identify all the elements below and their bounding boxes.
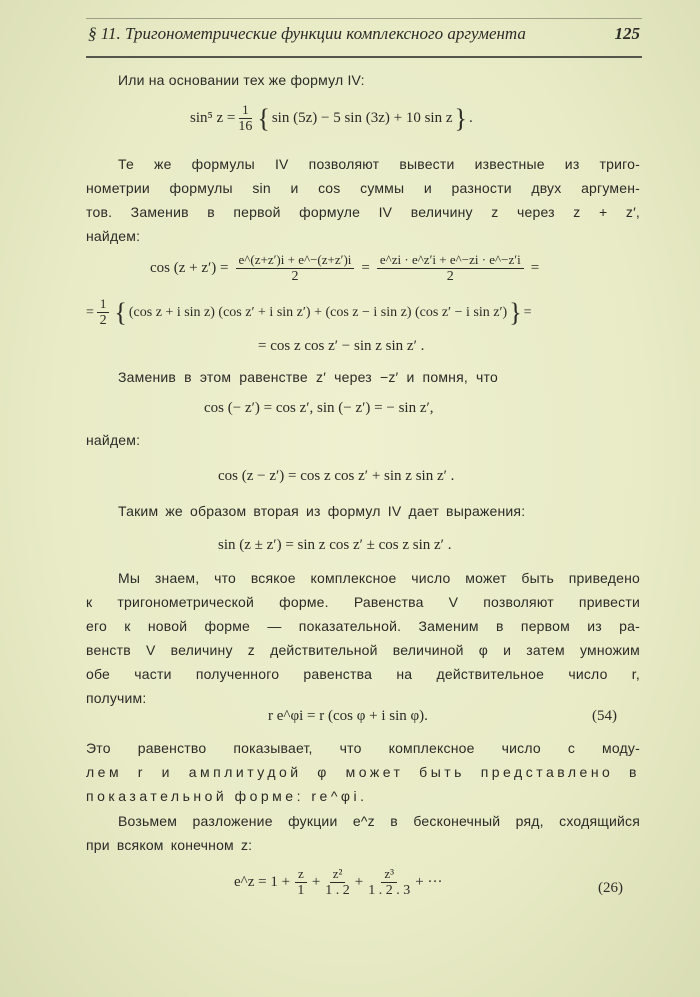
formula-cos-diff: cos (z − z′) = cos z cos z′ + sin z sin z′ . <box>218 468 455 484</box>
formula-sin5: sin⁵ z = $\frac{1}{16}$ { sin (5z) − 5 sin (3z) + 10 sin z } . <box>190 102 473 134</box>
paragraph-line: нометрии формулы sin и cos суммы и разности двух аргумен- <box>86 180 640 196</box>
numerator: 1 <box>97 296 110 313</box>
denominator: 1 . 2 <box>325 883 350 898</box>
fraction <box>238 102 252 135</box>
numerator: z³ <box>381 866 397 883</box>
denominator: 1 . 2 . 3 <box>368 883 411 898</box>
numerator: e^(z+z′)i + e^−(z+z′)i <box>236 252 355 269</box>
header-title: § 11. Тригонометрические функции комплексного аргумента <box>88 24 526 43</box>
fraction <box>236 252 355 285</box>
header-rule <box>86 56 642 58</box>
paragraph-line: Мы знаем, что всякое комплексное число может быть приведено <box>118 570 640 586</box>
denominator: 16 <box>238 119 253 134</box>
paragraph-line: его к новой форме — показательной. Заменим в первом из ра- <box>86 618 640 634</box>
formula-part: cos (z + z′) = <box>150 260 229 276</box>
formula-part: + ··· <box>415 874 443 890</box>
paragraph-line: Те же формулы IV позволяют вывести известные из триго- <box>118 156 640 172</box>
formula-part: + <box>354 874 364 890</box>
paragraph-line: найдем: <box>86 432 141 448</box>
paragraph-line: к тригонометрической форме. Равенства V позволяют привести <box>86 594 640 610</box>
formula-part: sin (5z) − 5 sin (3z) + 10 sin z <box>271 110 453 126</box>
formula-part: = <box>523 304 532 320</box>
paragraph-line: обе части полученного равенства на действительное число r, <box>86 666 640 682</box>
numerator: 1 <box>239 102 252 119</box>
formula-54: r e^φi = r (cos φ + i sin φ). <box>268 708 428 724</box>
numerator: z² <box>330 866 346 883</box>
formula-result: = cos z cos z′ − sin z sin z′ . <box>258 338 425 354</box>
formula-parity: cos (− z′) = cos z′, sin (− z′) = − sin z′, <box>204 400 434 416</box>
denominator: 2 <box>291 269 299 284</box>
paragraph-line: Или на основании тех же формул IV: <box>118 72 365 88</box>
denominator: 2 <box>99 313 107 328</box>
paragraph-line: получим: <box>86 690 147 706</box>
formula-part: + <box>311 874 321 890</box>
paragraph-line: показательной форме: re^φi. <box>86 788 368 804</box>
running-header <box>88 24 640 44</box>
formula-part: . <box>468 110 473 126</box>
formula-cos-sum <box>150 252 539 285</box>
fraction <box>97 296 110 329</box>
equation-number: (26) <box>598 880 623 896</box>
paragraph-line: Заменив в этом равенстве z′ через −z′ и помня, что <box>118 369 498 385</box>
formula-exp-series <box>234 866 442 899</box>
page-number: 125 <box>614 24 640 43</box>
paragraph-line: Таким же образом вторая из формул IV дает выражения: <box>118 503 526 519</box>
numerator: e^zi · e^z′i + e^−zi · e^−z′i <box>377 252 524 269</box>
paragraph-line: Это равенство показывает, что комплексное число с моду- <box>86 740 640 756</box>
top-rule <box>86 18 642 19</box>
numerator: z <box>295 866 307 883</box>
fraction <box>377 252 524 285</box>
denominator: 1 <box>297 883 305 898</box>
fraction <box>325 866 350 899</box>
denominator: 2 <box>446 269 454 284</box>
paragraph-line: венств V величину z действительной величиной φ и затем умножим <box>86 642 640 658</box>
paragraph-line: при всяком конечном z: <box>86 837 253 853</box>
formula-part: = <box>361 260 370 276</box>
formula-part: sin⁵ z = <box>190 110 236 126</box>
fraction <box>295 866 307 899</box>
paragraph-line: лем r и амплитудой φ может быть представлено в <box>86 764 640 780</box>
formula-part: e^z = 1 + <box>234 874 291 890</box>
formula-part: = <box>86 304 94 320</box>
formula-expansion: = $\frac{1}{2}$ { (cos z + i sin z) (cos z′ + i sin z′) + (cos z − i sin z) (cos z′ − i sin z′) } = <box>86 296 532 328</box>
paragraph-line: Возьмем разложение фукции e^z в бесконечный ряд, сходящийся <box>118 813 640 829</box>
paragraph-line: найдем: <box>86 228 141 244</box>
equation-number: (54) <box>592 708 617 724</box>
fraction <box>368 866 410 899</box>
formula-part: (cos z + i sin z) (cos z′ + i sin z′) + (cos z − i sin z) (cos z′ − i sin z′) <box>128 304 508 320</box>
paragraph-line: тов. Заменив в первой формуле IV величину z через z + z′, <box>86 204 640 220</box>
formula-part: = <box>530 260 540 276</box>
formula-sin-sum: sin (z ± z′) = sin z cos z′ ± cos z sin z′ . <box>218 537 452 553</box>
